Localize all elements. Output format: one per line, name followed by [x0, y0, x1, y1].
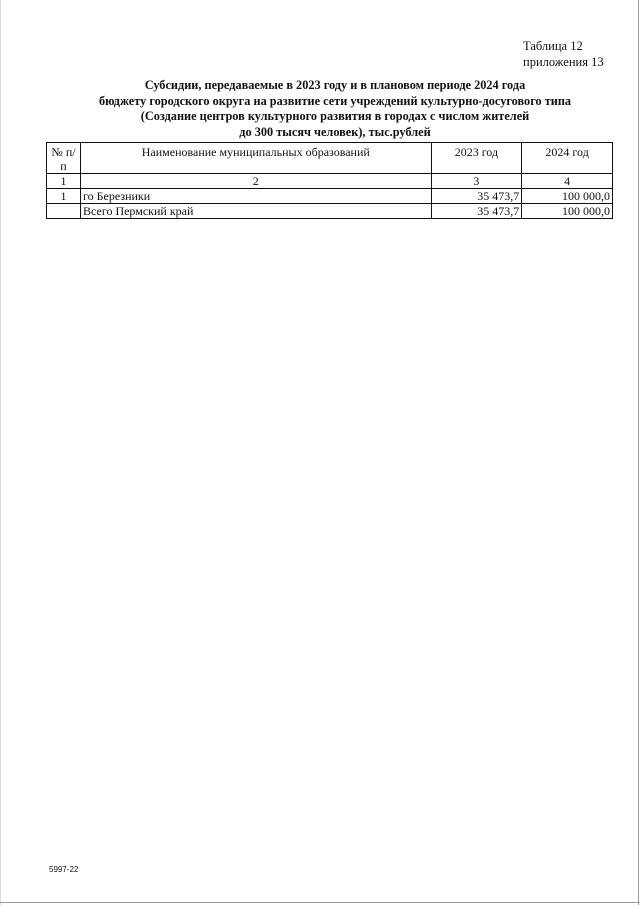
- page-edge-bottom: [0, 902, 640, 903]
- row-municipality: го Березники: [81, 189, 432, 204]
- table-reference: [523, 38, 604, 70]
- table-total-row: [47, 204, 613, 219]
- subsidy-table: [46, 142, 613, 219]
- row-value-2023: 35 473,7: [431, 189, 522, 204]
- row-value-2024: 100 000,0: [522, 189, 613, 204]
- header-num: № п/п: [47, 143, 81, 174]
- page-edge-left: [0, 0, 1, 905]
- column-index: 4: [522, 174, 613, 189]
- title-line: (Создание центров культурного развития в городах с числом жителей: [140, 109, 530, 124]
- header-2024: 2024 год: [522, 143, 613, 174]
- appendix-number: приложения 13: [523, 55, 604, 69]
- table-number: Таблица 12: [523, 39, 583, 53]
- table-header-row: [47, 143, 613, 174]
- column-index-row: [47, 174, 613, 189]
- row-num: [47, 204, 81, 219]
- column-index: 2: [81, 174, 432, 189]
- header-2023: 2023 год: [431, 143, 522, 174]
- row-value-2024: 100 000,0: [522, 204, 613, 219]
- title-line: Субсидии, передаваемые в 2023 году и в плановом периоде 2024 года: [144, 78, 526, 92]
- title-line: до 300 тысяч человек), тыс.рублей: [239, 124, 431, 139]
- header-municipality: Наименование муниципальных образований: [81, 143, 432, 174]
- page-edge-right: [638, 0, 639, 905]
- document-code: 5997-22: [49, 865, 79, 874]
- table-row: [47, 189, 613, 204]
- row-value-2023: 35 473,7: [431, 204, 522, 219]
- title-line: бюджету городского округа на развитие сети учреждений культурно-досугового типа: [98, 93, 572, 108]
- column-index: 3: [431, 174, 522, 189]
- document-title: [40, 78, 630, 140]
- row-num: 1: [47, 189, 81, 204]
- column-index: 1: [47, 174, 81, 189]
- row-municipality: Всего Пермский край: [81, 204, 432, 219]
